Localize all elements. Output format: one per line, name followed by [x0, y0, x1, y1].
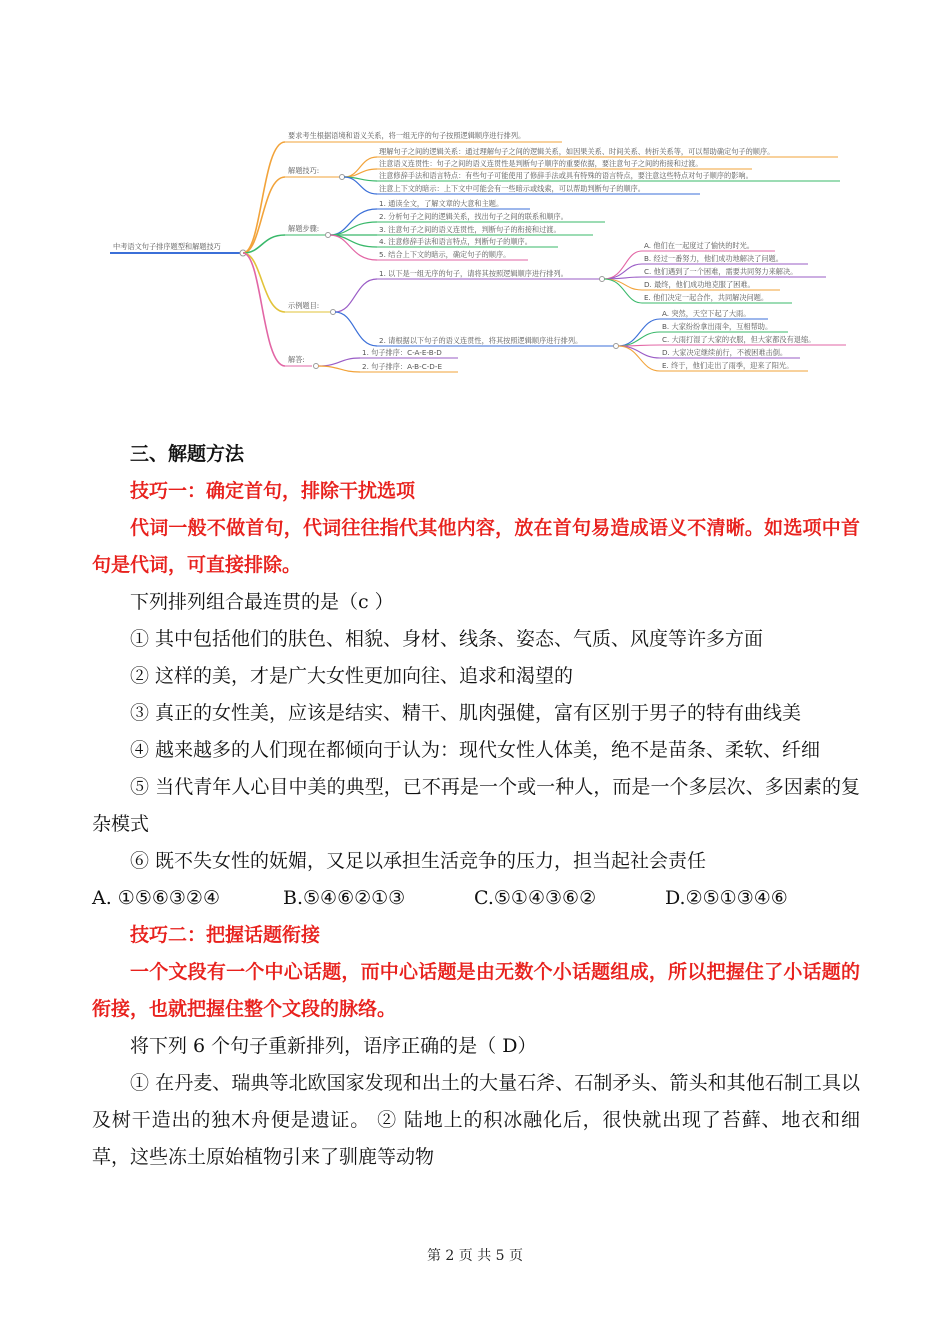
q2-text: ① 在丹麦、瑞典等北欧国家发现和出土的大量石斧、石制矛头、箭头和其他石制工具以及树干造出的独木舟便是遗证。 ② 陆地上的积冰融化后，很快就出现了苔藓、地衣和细草，这些冻土原始植物引来了驯鹿等动物 [92, 1072, 860, 1168]
example1-option: B. 经过一番努力，他们成功地解决了问题。 [644, 254, 783, 263]
q2-stem: 将下列 6 个句子重新排列，语序正确的是（ D） [130, 1035, 537, 1057]
example2-option: B. 大家纷纷拿出雨伞，互相帮助。 [662, 322, 773, 331]
answer-item: 1. 句子排序：C-A-E-B-D [362, 348, 442, 357]
example1-option: C. 他们遇到了一个困难，需要共同努力来解决。 [644, 267, 798, 276]
mindmap-intro: 要求考生根据语境和语义关系，将一组无序的句子按照逻辑顺序进行排列。 [288, 131, 526, 140]
example1-option: A. 他们在一起度过了愉快的时光。 [644, 241, 754, 250]
answer-item: 2. 句子排序：A-B-C-D-E [362, 362, 442, 371]
q1-stem: 下列排列组合最连贯的是（c ） [130, 591, 394, 613]
step-item: 5. 结合上下文的暗示，确定句子的顺序。 [379, 250, 511, 259]
example2-option: A. 突然，天空下起了大雨。 [662, 309, 751, 318]
mindmap-branch-examples: 示例题目: [288, 301, 320, 310]
step-item: 1. 通读全文，了解文章的大意和主题。 [379, 199, 504, 208]
tip-item: 注意语义连贯性：句子之间的语义连贯性是判断句子顺序的重要依据，要注意句子之间的衔接和过渡。 [379, 159, 703, 168]
q1-option-c: C.⑤①④③⑥② [474, 887, 597, 909]
q1-option-b: B.⑤④⑥②①③ [283, 887, 406, 909]
page-footer: 第 2 页 共 5 页 [426, 1248, 524, 1264]
q1-option-d: D.②⑤①③④⑥ [665, 887, 788, 909]
mindmap-root-label: 中考语文句子排序题型和解题技巧 [113, 242, 221, 251]
tip2-title: 技巧二：把握话题衔接 [130, 924, 321, 946]
example1-option: E. 他们决定一起合作，共同解决问题。 [644, 293, 769, 302]
mindmap-branch-answers: 解答: [288, 355, 305, 364]
example2-option: E. 终于，他们走出了雨季，迎来了阳光。 [662, 361, 794, 370]
tip-item: 注意修辞手法和语言特点：有些句子可能使用了修辞手法或具有特殊的语言特点，要注意这些特点对句子顺序的影响。 [379, 171, 753, 180]
tip1-description: 代词一般不做首句，代词往往指代其他内容，放在首句易造成语义不清晰。如选项中首句是代词，可直接排除。 [92, 517, 860, 576]
document-body [92, 436, 860, 1176]
q1-item: ④ 越来越多的人们现在都倾向于认为：现代女性人体美，绝不是苗条、柔软、纤细 [130, 739, 821, 761]
example2-option: C. 大雨打湿了大家的衣服，但大家都没有退缩。 [662, 335, 816, 344]
mindmap [0, 0, 950, 420]
example-item: 2. 请根据以下句子的语义连贯性，将其按照逻辑顺序进行排列。 [379, 336, 583, 345]
q1-item: ⑤ 当代青年人心目中美的典型，已不再是一个或一种人，而是一个多层次、多因素的复杂模式 [92, 776, 860, 835]
example-item: 1. 以下是一组无序的句子，请将其按照逻辑顺序进行排列。 [379, 269, 568, 278]
mindmap-branch-steps: 解题步骤: [288, 224, 320, 233]
tip-item: 注意上下文的暗示：上下文中可能会有一些暗示或线索，可以帮助判断句子的顺序。 [379, 184, 645, 193]
q1-item: ① 其中包括他们的肤色、相貌、身材、线条、姿态、气质、风度等许多方面 [130, 628, 764, 650]
tip1-title: 技巧一：确定首句，排除干扰选项 [130, 480, 416, 502]
step-item: 4. 注意修辞手法和语言特点，判断句子的顺序。 [379, 237, 532, 246]
mindmap-root [110, 242, 246, 256]
q1-item: ③ 真正的女性美，应该是结实、精干、肌肉强健，富有区别于男子的特有曲线美 [130, 702, 802, 724]
q1-item: ② 这样的美，才是广大女性更加向往、追求和渴望的 [130, 665, 574, 687]
step-item: 2. 分析句子之间的逻辑关系，找出句子之间的联系和顺序。 [379, 212, 568, 221]
q1-item: ⑥ 既不失女性的妩媚，又足以承担生活竞争的压力，担当起社会责任 [130, 850, 707, 872]
tip-item: 理解句子之间的逻辑关系：通过理解句子之间的逻辑关系，如因果关系、时间关系、转折关系等，可以帮助确定句子的顺序。 [379, 147, 775, 156]
q1-option-a: A. ①⑤⑥③②④ [92, 887, 220, 909]
section-title: 三、解题方法 [130, 443, 245, 465]
q1-options [92, 880, 860, 917]
example2-option: D. 大家决定继续前行，不被困难击倒。 [662, 348, 788, 357]
mindmap-branch-tips: 解题技巧: [288, 166, 320, 175]
example1-option: D. 最终，他们成功地克服了困难。 [644, 280, 755, 289]
step-item: 3. 注意句子之间的语义连贯性，判断句子的衔接和过渡。 [379, 225, 561, 234]
tip2-description: 一个文段有一个中心话题，而中心话题是由无数个小话题组成，所以把握住了小话题的衔接，也就把握住整个文段的脉络。 [92, 961, 860, 1020]
